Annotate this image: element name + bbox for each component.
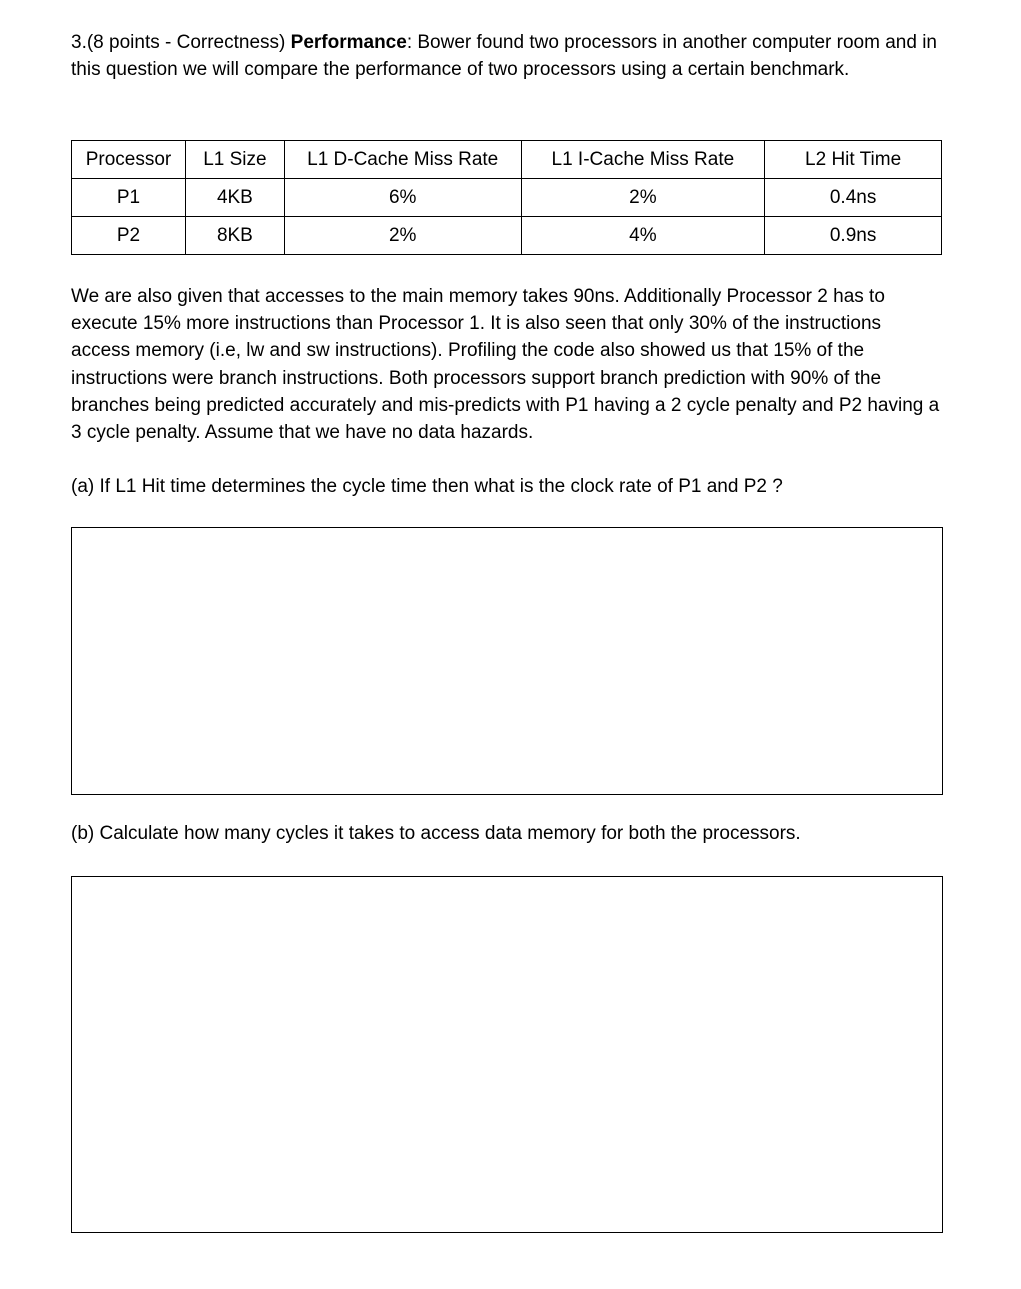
header-l1-dcache-miss-rate: L1 D-Cache Miss Rate [284,141,521,179]
header-l1-icache-miss-rate: L1 I-Cache Miss Rate [521,141,765,179]
part-a-answer-box[interactable] [71,527,943,795]
table-cell: 6% [284,179,521,217]
question-intro-text: : Bower found two processors in another computer room and in this question we will compare the performance of two processors using a certain benchmark. [71,32,937,80]
table-cell: P2 [72,217,186,255]
table-cell: 2% [521,179,765,217]
question-prefix: 3.(8 points - Correctness) [71,32,291,53]
question-intro [71,29,943,83]
part-b-question: (b) Calculate how many cycles it takes to access data memory for both the processors. [71,823,801,844]
table-cell: 2% [284,217,521,255]
question-title: Performance [290,32,407,53]
table-row [72,217,942,255]
table-header-row [72,141,942,179]
table-cell: 4% [521,217,765,255]
processor-table [71,140,942,255]
table-cell: 0.9ns [765,217,942,255]
table-cell: 0.4ns [765,179,942,217]
table-cell: 8KB [185,217,284,255]
header-processor: Processor [72,141,186,179]
table-row [72,179,942,217]
description-paragraph: We are also given that accesses to the main memory takes 90ns. Additionally Processor 2 has to execute 15% more instructions than Processor 1. It is also seen that only 30% of the instructions access memory (i.e, lw and sw instructions). Profiling the code also showed us that 15% of the instructions were branch instructions. Both processors support branch prediction with 90% of the branches being predicted accurately and mis-predicts with P1 having a 2 cycle penalty and P2 having a 3 cycle penalty. Assume that we have no data hazards. [71,286,940,444]
header-l1-size: L1 Size [185,141,284,179]
table-cell: P1 [72,179,186,217]
table-cell: 4KB [185,179,284,217]
part-a-question: (a) If L1 Hit time determines the cycle time then what is the clock rate of P1 and P2 ? [71,476,783,497]
header-l2-hit-time: L2 Hit Time [765,141,942,179]
part-b-answer-box[interactable] [71,876,943,1233]
